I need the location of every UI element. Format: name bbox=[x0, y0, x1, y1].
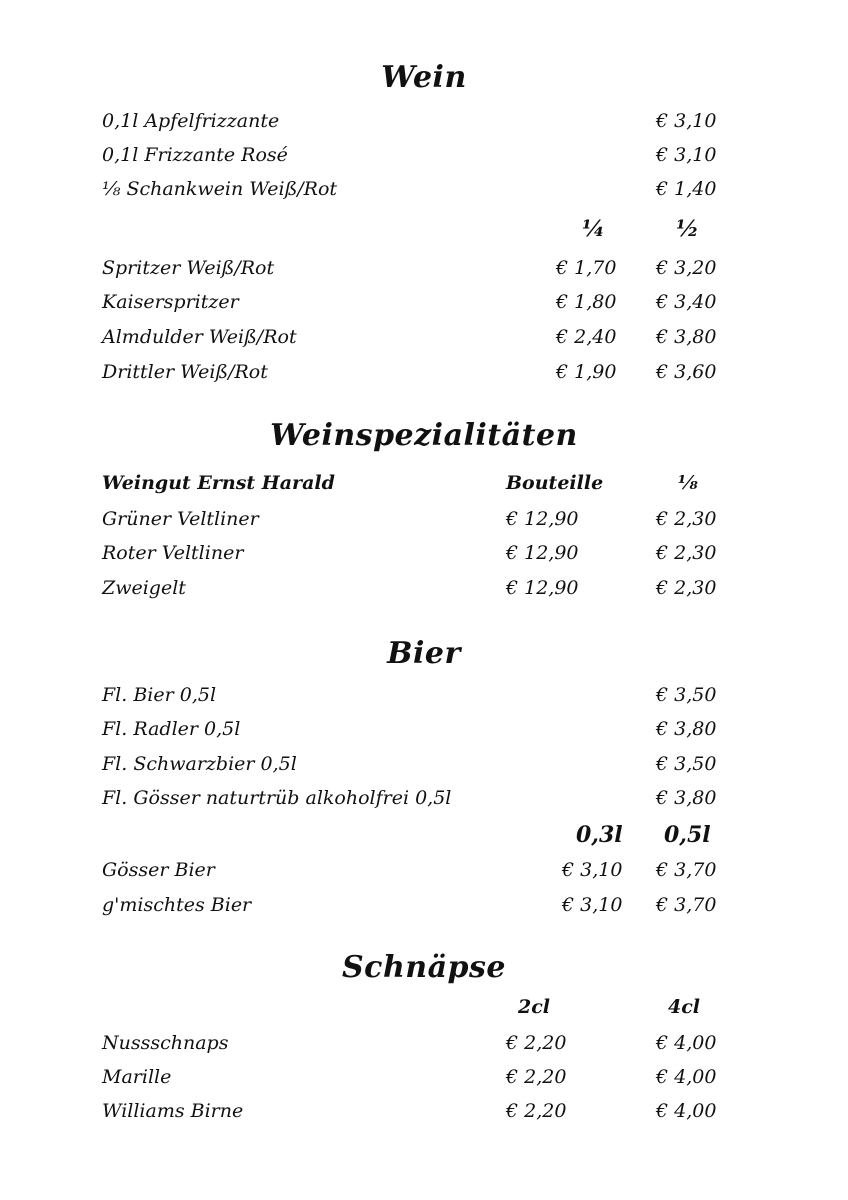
size-header: 0,5l bbox=[664, 822, 711, 848]
item-name: 0,1l Frizzante Rosé bbox=[102, 144, 288, 166]
menu-item bbox=[0, 291, 848, 321]
item-price: € 2,40 bbox=[556, 326, 617, 348]
item-price: € 3,60 bbox=[656, 361, 717, 383]
item-price: € 4,00 bbox=[656, 1100, 717, 1122]
item-name: Roter Veltliner bbox=[102, 542, 244, 564]
menu-item bbox=[0, 859, 848, 889]
item-name: Drittler Weiß/Rot bbox=[102, 361, 268, 383]
menu-item bbox=[0, 684, 848, 714]
item-price: € 3,10 bbox=[656, 110, 717, 132]
item-price: € 2,30 bbox=[656, 577, 717, 599]
item-price: € 1,70 bbox=[556, 257, 617, 279]
item-name: Almdulder Weiß/Rot bbox=[102, 326, 297, 348]
item-name: ⅛ Schankwein Weiß/Rot bbox=[102, 178, 338, 200]
item-price: € 3,10 bbox=[562, 859, 623, 881]
item-name: Spritzer Weiß/Rot bbox=[102, 257, 275, 279]
item-name: Grüner Veltliner bbox=[102, 508, 259, 530]
item-price: € 4,00 bbox=[656, 1032, 717, 1054]
menu-item bbox=[0, 110, 848, 140]
section-title-schnaepse: Schnäpse bbox=[342, 950, 506, 985]
size-header: 2cl bbox=[518, 996, 551, 1018]
section-title-bier: Bier bbox=[387, 636, 461, 671]
winery-name: Weingut Ernst Harald bbox=[102, 472, 335, 494]
item-price: € 4,00 bbox=[656, 1066, 717, 1088]
winery-header-row bbox=[0, 472, 848, 502]
menu-item bbox=[0, 753, 848, 783]
size-header: 4cl bbox=[668, 996, 701, 1018]
item-price: € 2,30 bbox=[656, 508, 717, 530]
item-price: € 3,80 bbox=[656, 718, 717, 740]
size-header: ⅛ bbox=[678, 472, 698, 494]
item-price: € 1,90 bbox=[556, 361, 617, 383]
menu-item bbox=[0, 894, 848, 924]
item-price: € 3,70 bbox=[656, 859, 717, 881]
item-price: € 2,20 bbox=[506, 1100, 567, 1122]
item-name: Zweigelt bbox=[102, 577, 186, 599]
menu-item bbox=[0, 787, 848, 817]
section-title-weinspezialitaeten: Weinspezialitäten bbox=[270, 418, 578, 453]
item-price: € 3,80 bbox=[656, 326, 717, 348]
item-name: Fl. Bier 0,5l bbox=[102, 684, 217, 706]
item-name: Fl. Schwarzbier 0,5l bbox=[102, 753, 297, 775]
item-price: € 3,80 bbox=[656, 787, 717, 809]
item-name: Fl. Radler 0,5l bbox=[102, 718, 241, 740]
menu-item bbox=[0, 178, 848, 208]
size-header-row bbox=[0, 216, 848, 246]
size-header: ¼ bbox=[582, 216, 605, 242]
item-price: € 2,20 bbox=[506, 1032, 567, 1054]
item-price: € 3,70 bbox=[656, 894, 717, 916]
menu-item bbox=[0, 542, 848, 572]
menu-item bbox=[0, 1066, 848, 1096]
menu-item bbox=[0, 144, 848, 174]
item-name: g'mischtes Bier bbox=[102, 894, 252, 916]
item-price: € 2,30 bbox=[656, 542, 717, 564]
item-price: € 3,50 bbox=[656, 753, 717, 775]
item-price: € 3,50 bbox=[656, 684, 717, 706]
menu-item bbox=[0, 361, 848, 391]
menu-item bbox=[0, 1032, 848, 1062]
menu-item bbox=[0, 508, 848, 538]
item-name: Gösser Bier bbox=[102, 859, 215, 881]
section-title-wein: Wein bbox=[381, 60, 467, 95]
item-name: Fl. Gösser naturtrüb alkoholfrei 0,5l bbox=[102, 787, 452, 809]
menu-item bbox=[0, 577, 848, 607]
item-price: € 2,20 bbox=[506, 1066, 567, 1088]
item-price: € 12,90 bbox=[506, 577, 579, 599]
item-name: Marille bbox=[102, 1066, 172, 1088]
size-header: ½ bbox=[676, 216, 699, 242]
menu-item bbox=[0, 718, 848, 748]
item-price: € 3,10 bbox=[656, 144, 717, 166]
size-header: 0,3l bbox=[576, 822, 623, 848]
item-name: 0,1l Apfelfrizzante bbox=[102, 110, 280, 132]
item-name: Nussschnaps bbox=[102, 1032, 229, 1054]
item-price: € 3,20 bbox=[656, 257, 717, 279]
menu-item bbox=[0, 326, 848, 356]
size-header: Bouteille bbox=[506, 472, 604, 494]
item-price: € 1,80 bbox=[556, 291, 617, 313]
item-price: € 3,40 bbox=[656, 291, 717, 313]
item-name: Williams Birne bbox=[102, 1100, 244, 1122]
menu-item bbox=[0, 1100, 848, 1130]
menu-item bbox=[0, 257, 848, 287]
size-header-row bbox=[0, 822, 848, 852]
item-price: € 1,40 bbox=[656, 178, 717, 200]
item-price: € 3,10 bbox=[562, 894, 623, 916]
item-price: € 12,90 bbox=[506, 508, 579, 530]
size-header-row bbox=[0, 996, 848, 1026]
item-name: Kaiserspritzer bbox=[102, 291, 239, 313]
item-price: € 12,90 bbox=[506, 542, 579, 564]
